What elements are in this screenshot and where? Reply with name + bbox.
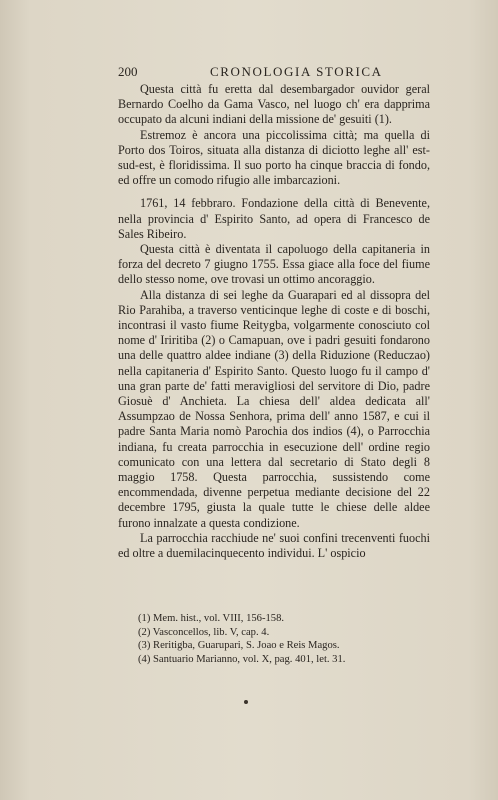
- paragraph: Estremoz è ancora una piccolissima città; ma quella di Porto dos Toiros, situata alla distanza di diciotto leghe all' est-sud-est, è floridissima. Il suo porto ha cinque braccia di fondo, ed offre un comodo rifugio alle imbarcazioni.: [118, 127, 430, 188]
- footnote: (4) Santuario Marianno, vol. X, pag. 401, let. 31.: [138, 653, 346, 665]
- page-header: [118, 62, 430, 82]
- paragraph: La parrocchia racchiude ne' suoi confini trecenventi fuochi ed oltre a duemilacinquecento individui. L' ospicio: [118, 530, 430, 561]
- paragraph: Questa città è diventata il capoluogo della capitaneria in forza del decreto 7 giugno 1755. Essa giace alla foce del fiume dello stesso nome, ove trovasi un ottimo ancoraggio.: [118, 242, 430, 287]
- paragraph: Alla distanza di sei leghe da Guarapari ed al dissopra del Rio Parahiba, a traverso venticinque leghe di coste e di boschi, incontrasi il vasto fiume Reitygba, volgarmente conosciuto col nome d' Iriritiba (2) o Camapuan, ove i padri gesuiti fondarono una delle quattro aldee indiane (3) della Riduzione (Reduczao) nella capitaneria d' Espirito Santo. Questo luogo fu il campo d' una gran parte de' fatti meravigliosi del servitore di Dio, padre Giosuè d' Anchieta. La chiesa dell' aldea dedicata all' Assumpzao de Nossa Senhora, prima dell' anno 1587, e cui il padre Santa Maria nomò Parochia dos indios (4), o Parrocchia indiana, fu creata parrocchia in esecuzione dell' ordine regio comunicato con una lettera dal secretario di Stato degli 8 maggio 1758. Questa parrocchia, sussistendo come encommendada, divenne perpetua mediante decisione del 22 decembre 1795, giusta la quale tutte le chiese delle aldee furono innalzate a questa condizione.: [118, 287, 430, 530]
- footnote: (3) Reritigba, Guarupari, S. Joao e Reis Magos.: [138, 640, 340, 652]
- footnote: (2) Vasconcellos, lib. V, cap. 4.: [138, 626, 270, 638]
- footnotes: [138, 612, 430, 666]
- running-title: CRONOLOGIA STORICA: [210, 64, 383, 79]
- printer-mark-dot: [244, 700, 248, 704]
- page-number: 200: [118, 64, 138, 79]
- paragraph: 1761, 14 febbraro. Fondazione della città di Benevente, nella provincia d' Espirito Santo, ad opera di Francesco de Sales Ribeiro.: [118, 196, 430, 241]
- footnote: (1) Mem. hist., vol. VIII, 156-158.: [138, 613, 285, 624]
- paragraph: Questa città fu eretta dal desembargador ouvidor geral Bernardo Coelho da Gama Vasco, nel luogo ch' era dapprima occupato da alcuni indiani della missione de' gesuiti (1).: [118, 82, 430, 127]
- body-text: [118, 82, 430, 561]
